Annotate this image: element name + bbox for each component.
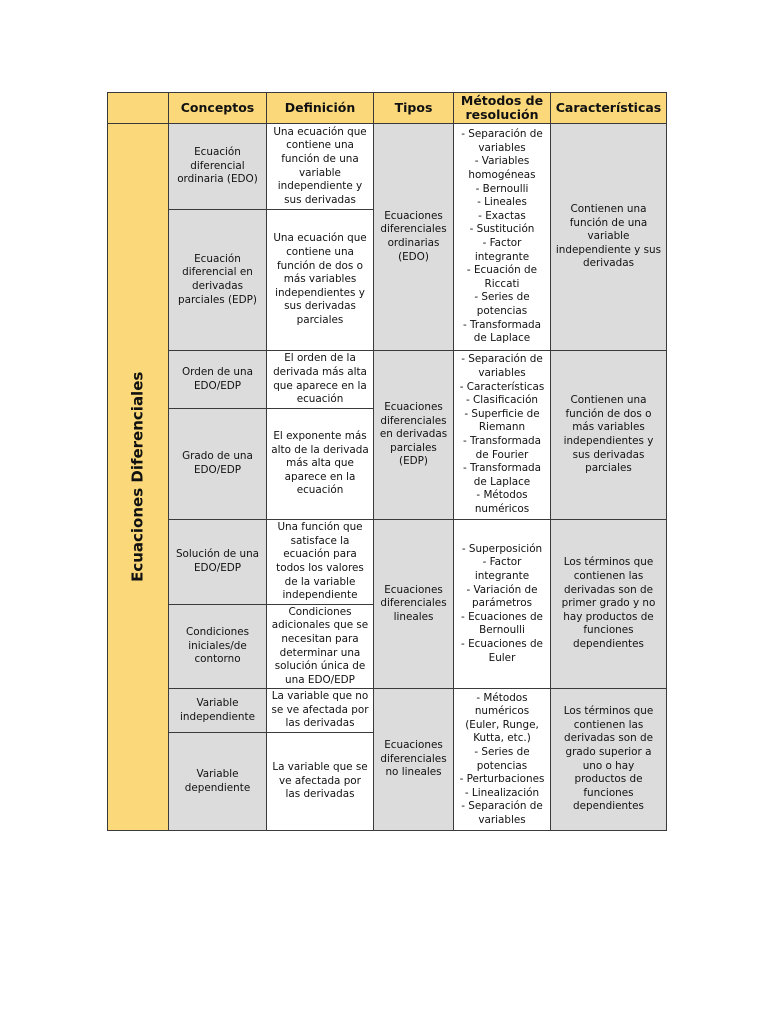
characteristic-cell: Los términos que contienen las derivadas son de primer grado y no hay productos de funciones dependientes <box>551 520 667 689</box>
characteristic-cell: Los términos que contienen las derivadas son de grado superior a uno o hay productos de funciones dependientes <box>551 689 667 831</box>
header-corner-cell <box>107 92 169 124</box>
header-metodos: Métodos de resolución <box>454 92 551 124</box>
definition-cell: Una ecuación que contiene una función de una variable independiente y sus derivadas <box>267 124 374 210</box>
concept-cell: Ecuación diferencial en derivadas parciales (EDP) <box>169 210 267 351</box>
definition-cell: Una ecuación que contiene una función de dos o más variables independientes y sus derivadas parciales <box>267 210 374 351</box>
header-caracteristicas: Características <box>551 92 667 124</box>
definition-cell: El orden de la derivada más alta que aparece en la ecuación <box>267 351 374 409</box>
header-tipos: Tipos <box>374 92 454 124</box>
characteristic-cell: Contienen una función de una variable independiente y sus derivadas <box>551 124 667 351</box>
type-cell: Ecuaciones diferenciales no lineales <box>374 689 454 831</box>
side-title-cell <box>107 124 169 831</box>
type-cell: Ecuaciones diferenciales ordinarias (EDO) <box>374 124 454 351</box>
side-title: Ecuaciones Diferenciales <box>128 371 147 583</box>
method-cell: - Métodos numéricos (Euler, Runge, Kutta, etc.) - Series de potencias - Perturbaciones - Linealización - Separación de variables <box>454 689 551 831</box>
definition-cell: La variable que no se ve afectada por las derivadas <box>267 689 374 733</box>
concept-cell: Ecuación diferencial ordinaria (EDO) <box>169 124 267 210</box>
concept-cell: Variable dependiente <box>169 733 267 831</box>
header-definicion: Definición <box>267 92 374 124</box>
concept-cell: Variable independiente <box>169 689 267 733</box>
concept-cell: Solución de una EDO/EDP <box>169 520 267 605</box>
concept-cell: Grado de una EDO/EDP <box>169 409 267 520</box>
type-cell: Ecuaciones diferenciales lineales <box>374 520 454 689</box>
definition-cell: El exponente más alto de la derivada más alta que aparece en la ecuación <box>267 409 374 520</box>
definition-cell: La variable que se ve afectada por las derivadas <box>267 733 374 831</box>
method-cell: - Separación de variables - Variables homogéneas - Bernoulli - Lineales - Exactas - Sustitución - Factor integrante - Ecuación de Riccati - Series de potencias - Transformada de Laplace <box>454 124 551 351</box>
definition-cell: Una función que satisface la ecuación para todos los valores de la variable independiente <box>267 520 374 605</box>
method-cell: - Superposición - Factor integrante - Variación de parámetros - Ecuaciones de Bernoulli - Ecuaciones de Euler <box>454 520 551 689</box>
method-cell: - Separación de variables - Características - Clasificación - Superficie de Riemann - Transformada de Fourier - Transformada de Laplace - Métodos numéricos <box>454 351 551 520</box>
type-cell: Ecuaciones diferenciales en derivadas parciales (EDP) <box>374 351 454 520</box>
characteristic-cell: Contienen una función de dos o más variables independientes y sus derivadas parciales <box>551 351 667 520</box>
definition-cell: Condiciones adicionales que se necesitan para determinar una solución única de una EDO/EDP <box>267 605 374 689</box>
concept-cell: Orden de una EDO/EDP <box>169 351 267 409</box>
concept-table <box>107 92 667 831</box>
header-conceptos: Conceptos <box>169 92 267 124</box>
concept-cell: Condiciones iniciales/de contorno <box>169 605 267 689</box>
